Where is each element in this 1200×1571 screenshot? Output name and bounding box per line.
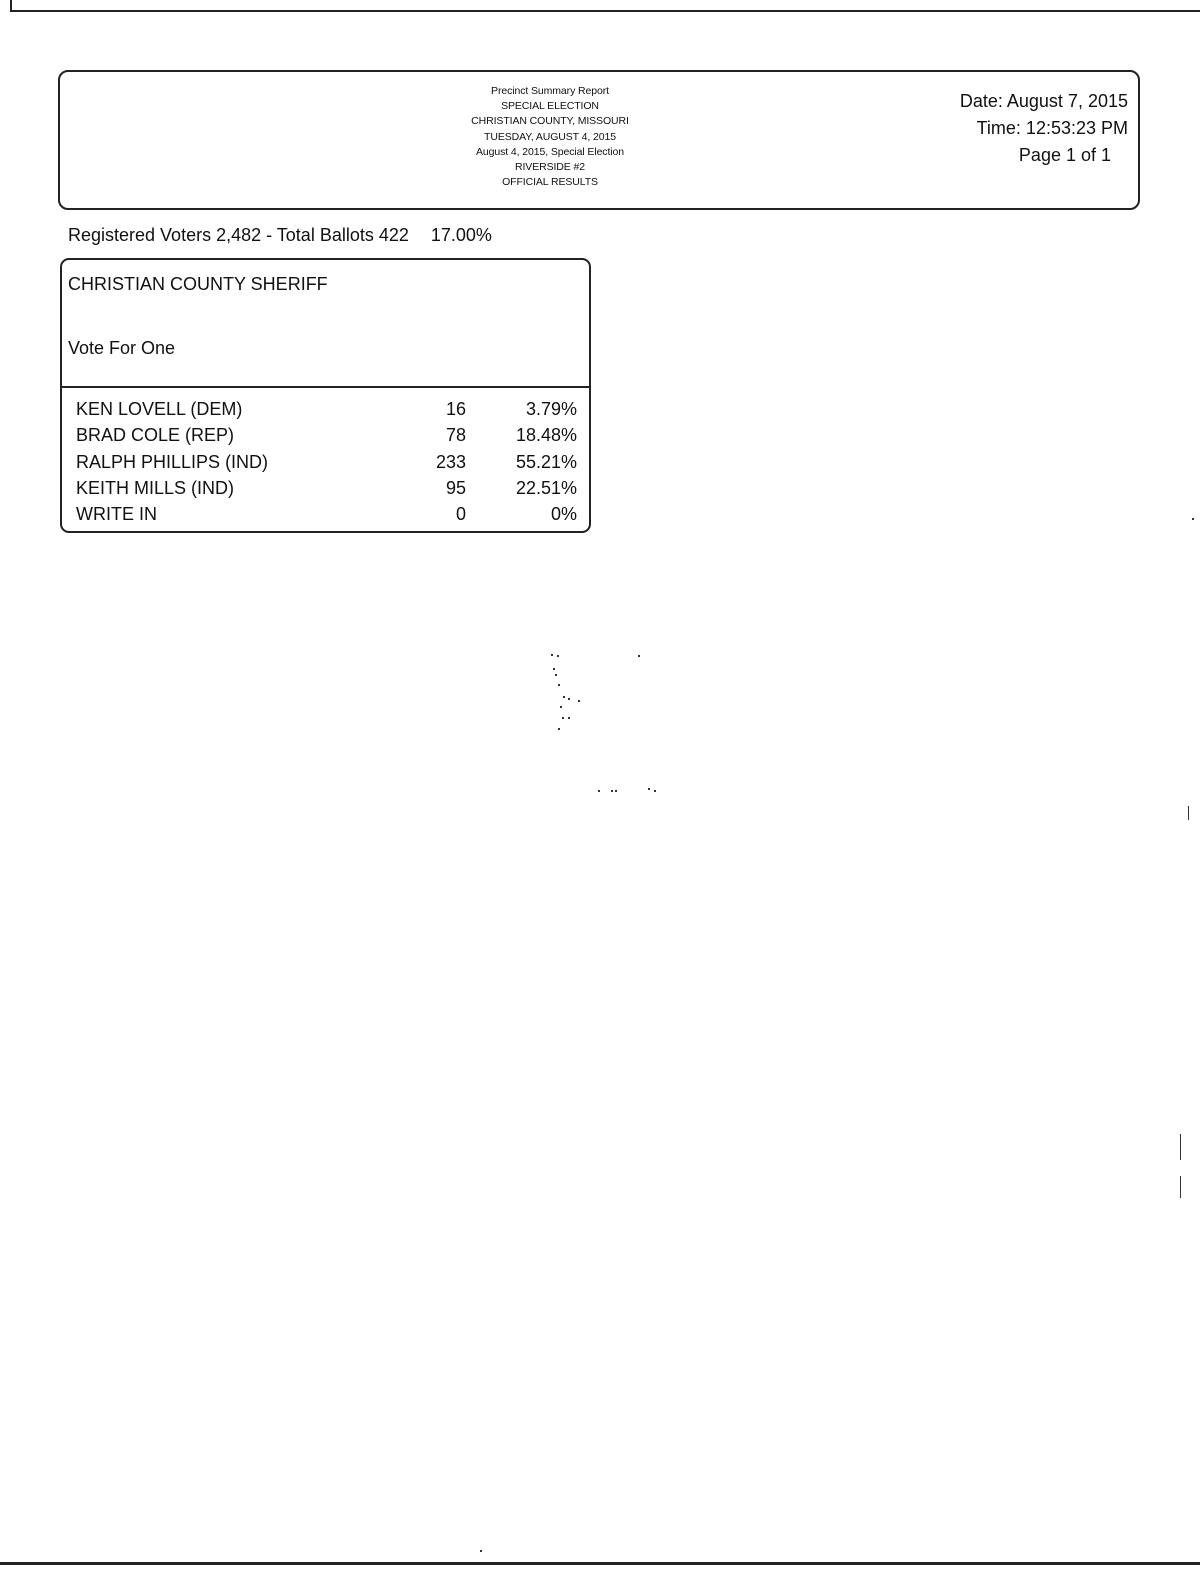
scan-speck xyxy=(551,654,553,656)
scan-speck xyxy=(557,655,559,657)
scan-speck xyxy=(558,728,560,730)
scan-speck xyxy=(598,790,600,792)
candidate-name: WRITE IN xyxy=(76,504,157,525)
election-date: TUESDAY, AUGUST 4, 2015 xyxy=(484,130,616,143)
candidate-percent: 18.48% xyxy=(515,425,577,446)
scan-speck xyxy=(480,1550,482,1552)
vote-for-instruction: Vote For One xyxy=(68,338,176,358)
candidate-votes: 16 xyxy=(445,399,466,419)
precinct-name: RIVERSIDE #2 xyxy=(515,161,585,174)
candidate-row xyxy=(76,449,579,475)
race-results-box xyxy=(60,258,591,533)
candidate-name: KEN LOVELL (DEM) xyxy=(76,399,243,419)
scan-speck xyxy=(558,684,560,686)
candidate-votes: 233 xyxy=(435,451,466,472)
scan-edge-bottom xyxy=(0,1562,1200,1565)
scan-speck xyxy=(1192,518,1194,520)
election-name: SPECIAL ELECTION xyxy=(501,100,599,113)
race-title: CHRISTIAN COUNTY SHERIFF xyxy=(68,274,328,294)
report-header xyxy=(58,70,1140,210)
candidate-percent: 3.79% xyxy=(525,399,577,419)
report-meta xyxy=(960,88,1128,169)
report-title-block xyxy=(400,84,700,190)
scan-edge-mark xyxy=(1188,806,1189,820)
report-title: Precinct Summary Report xyxy=(491,85,609,97)
candidate-name: RALPH PHILLIPS (IND) xyxy=(76,451,269,472)
candidate-percent: 55.21% xyxy=(515,451,577,472)
scan-speck xyxy=(578,700,580,702)
candidate-name: KEITH MILLS (IND) xyxy=(76,477,235,498)
scan-speck xyxy=(615,790,617,792)
report-time: Time: 12:53:23 PM xyxy=(976,118,1128,138)
candidate-row xyxy=(76,501,579,527)
scan-speck xyxy=(568,698,570,700)
turnout-summary xyxy=(68,225,492,246)
candidate-percent: 22.51% xyxy=(515,477,577,498)
candidate-name: BRAD COLE (REP) xyxy=(76,425,235,446)
election-description: August 4, 2015, Special Election xyxy=(476,145,624,158)
turnout-percent: 17.00% xyxy=(430,225,492,245)
divider xyxy=(62,386,589,388)
scan-speck xyxy=(562,717,564,719)
scan-speck xyxy=(654,790,656,792)
candidate-percent: 0% xyxy=(550,504,577,525)
scan-speck xyxy=(555,674,557,676)
scan-edge-left xyxy=(10,0,12,12)
candidate-votes: 78 xyxy=(445,425,466,446)
candidate-row xyxy=(76,422,579,448)
scan-speck xyxy=(553,668,555,670)
scan-edge-top xyxy=(10,10,1200,12)
registered-voters-total-ballots: Registered Voters 2,482 - Total Ballots 422 xyxy=(68,225,409,245)
scan-speck xyxy=(648,788,650,790)
scan-speck xyxy=(611,790,613,792)
scan-speck xyxy=(563,696,565,698)
scan-edge-mark xyxy=(1180,1176,1181,1198)
results-status: OFFICIAL RESULTS xyxy=(502,176,598,189)
report-date: Date: August 7, 2015 xyxy=(959,91,1128,111)
candidate-votes: 95 xyxy=(445,477,466,498)
scan-edge-mark xyxy=(1180,1134,1181,1160)
page-number: Page 1 of 1 xyxy=(1018,145,1111,165)
candidate-list xyxy=(76,396,579,527)
candidate-votes: 0 xyxy=(455,504,466,525)
county-name: CHRISTIAN COUNTY, MISSOURI xyxy=(471,115,629,128)
scan-speck xyxy=(638,655,640,657)
candidate-row xyxy=(76,396,579,422)
scan-speck xyxy=(560,706,562,708)
candidate-row xyxy=(76,475,579,501)
scan-speck xyxy=(568,717,570,719)
